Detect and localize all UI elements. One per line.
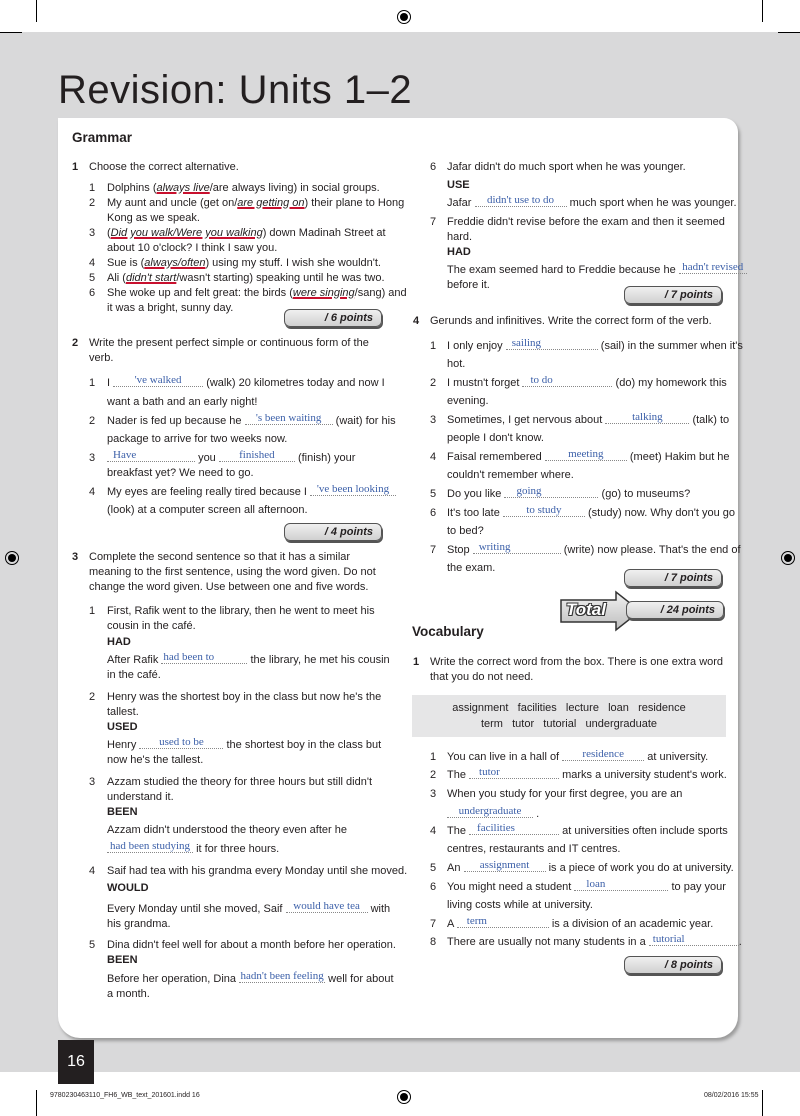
- item-text: Do you like going (go) to museums?: [447, 485, 691, 500]
- page-number: 16: [58, 1040, 94, 1084]
- answer-blank[interactable]: finished: [219, 449, 295, 462]
- item-text-cont: hot.: [447, 358, 466, 370]
- item-text: A term is a division of an academic year.: [447, 915, 714, 930]
- item-text-cont: it was a bright, sunny day.: [107, 302, 234, 314]
- item-text-cont: tallest.: [107, 706, 139, 718]
- answer-blank[interactable]: term: [457, 915, 549, 928]
- item-number: 4: [430, 825, 437, 837]
- item-number: 3: [89, 776, 96, 788]
- item-text: Dina didn't feel well for about a month before her operation.: [107, 939, 396, 951]
- item-number: 6: [430, 507, 437, 519]
- item-text-cont: a month.: [107, 988, 150, 1000]
- answer-blank[interactable]: sailing: [506, 337, 598, 350]
- answer-blank[interactable]: 've walked: [113, 374, 203, 387]
- item-text: Azzam didn't understood the theory even after he: [107, 824, 347, 836]
- item-text: First, Rafik went to the library, then he went to meet his: [107, 605, 375, 617]
- answer-blank[interactable]: 've been looking: [310, 483, 396, 496]
- answer-blank[interactable]: had been studying: [107, 840, 193, 853]
- exercise-instruction: that you do not need.: [430, 671, 534, 683]
- key-word: USED: [107, 721, 138, 733]
- word-box: [412, 695, 726, 737]
- answer-blank[interactable]: tutorial: [649, 933, 739, 946]
- item-text-cont: package to arrive for two weeks now.: [107, 433, 288, 445]
- item-number: 3: [430, 788, 437, 800]
- item-answer-line: Henry used to be the shortest boy in the class but: [107, 736, 382, 751]
- item-number: 5: [89, 272, 96, 284]
- item-text: The facilities at universities often include sports: [447, 822, 728, 837]
- item-number: 2: [89, 415, 96, 427]
- item-text-cont: about 10 o'clock? I think I saw you.: [107, 242, 278, 254]
- item-text-cont: to bed?: [447, 525, 484, 537]
- exercise-instruction: meaning to the first sentence, using the word given. Do not: [89, 566, 376, 578]
- answer-blank[interactable]: had been to: [161, 651, 247, 664]
- exercise-number: 4: [413, 315, 420, 327]
- selected-alternative: didn't start: [125, 272, 177, 284]
- selected-alternative: were singing: [292, 287, 355, 299]
- exercise-instruction: change the word given. Use between one and five words.: [89, 581, 369, 593]
- item-text: You might need a student loan to pay your: [447, 878, 726, 893]
- answer-blank[interactable]: going: [504, 485, 598, 498]
- item-text: It's too late to study (study) now. Why don't you go: [447, 504, 735, 519]
- item-text: Sometimes, I get nervous about talking (talk) to: [447, 411, 730, 426]
- exercise-instruction: Complete the second sentence so that it has a similar: [89, 551, 351, 563]
- item-text: When you study for your first degree, you are an: [447, 788, 683, 800]
- answer-blank[interactable]: Have: [107, 449, 195, 462]
- item-text: My eyes are feeling really tired because I 've been looking: [107, 485, 396, 500]
- item-text: Faisal remembered meeting (meet) Hakim but he: [447, 448, 730, 463]
- registration-mark-bottom: [397, 1090, 411, 1104]
- item-text: The tutor marks a university student's work.: [447, 766, 727, 781]
- selected-alternative: are getting on: [237, 197, 305, 209]
- answer-blank[interactable]: tutor: [469, 766, 559, 779]
- key-word: BEEN: [107, 806, 138, 818]
- item-number: 7: [430, 216, 437, 228]
- footer-file: 9780230463110_FH6_WB_text_201601.indd 16: [50, 1092, 200, 1099]
- answer-blank[interactable]: talking: [605, 411, 689, 424]
- answer-blank[interactable]: residence: [562, 748, 644, 761]
- total-points-badge: / 24 points: [626, 601, 724, 619]
- grammar-heading: Grammar: [72, 130, 133, 145]
- item-number: 7: [430, 544, 437, 556]
- item-number: 7: [430, 918, 437, 930]
- item-number: 4: [430, 451, 437, 463]
- exercise-instruction: Write the correct word from the box. There is one extra word: [430, 656, 724, 668]
- answer-blank[interactable]: undergraduate: [447, 805, 533, 818]
- item-text: You can live in a hall of residence at university.: [447, 748, 709, 763]
- item-number: 4: [89, 865, 96, 877]
- item-text-cont: Kong as we speak.: [107, 212, 200, 224]
- item-text-cont: couldn't remember where.: [447, 469, 574, 481]
- item-text: Saif had tea with his grandma every Monday until she moved.: [107, 865, 408, 877]
- item-answer-line: Before her operation, Dina hadn't been feeling well for about: [107, 970, 394, 985]
- answer-blank[interactable]: didn't use to do: [475, 194, 567, 207]
- registration-mark-top: [397, 10, 411, 24]
- answer-blank[interactable]: meeting: [545, 448, 627, 461]
- item-text-cont: his grandma.: [107, 918, 171, 930]
- item-number: 5: [430, 488, 437, 500]
- item-text-cont: breakfast yet? We need to go.: [107, 467, 254, 479]
- item-answer-line: Jafar didn't use to do much sport when he was younger.: [447, 194, 737, 209]
- answer-blank[interactable]: hadn't revised: [679, 261, 747, 274]
- item-text: She woke up and felt great: the birds (were singing/sang) and: [107, 287, 407, 299]
- answer-blank[interactable]: to study: [503, 504, 585, 517]
- key-word: HAD: [107, 636, 131, 648]
- vocabulary-heading: Vocabulary: [412, 624, 484, 639]
- item-answer-line: had been studying it for three hours.: [107, 842, 279, 857]
- item-text: An assignment is a piece of work you do at university.: [447, 859, 734, 874]
- key-word: BEEN: [107, 954, 138, 966]
- total-label: Total: [566, 600, 606, 619]
- answer-blank[interactable]: to do: [522, 374, 612, 387]
- item-answer-line: Every Monday until she moved, Saif would have tea with: [107, 900, 391, 915]
- points-badge: / 8 points: [624, 956, 722, 974]
- item-number: 6: [430, 161, 437, 173]
- item-text-cont: evening.: [447, 395, 489, 407]
- answer-blank[interactable]: hadn't been feeling: [240, 970, 324, 982]
- answer-blank[interactable]: 's been waiting: [245, 412, 333, 425]
- item-number: 5: [89, 939, 96, 951]
- item-number: 1: [89, 182, 96, 194]
- item-text: Ali (didn't start/wasn't starting) speaking until he was two.: [107, 272, 385, 284]
- item-text-cont: (look) at a computer screen all afternoon.: [107, 504, 308, 516]
- item-text: Sue is (always/often) using my stuff. I wish she wouldn't.: [107, 257, 381, 269]
- key-word: HAD: [447, 246, 471, 258]
- item-number: 1: [430, 751, 437, 763]
- item-number: 1: [89, 605, 96, 617]
- item-number: 6: [430, 881, 437, 893]
- item-number: 6: [89, 287, 96, 299]
- item-number: 4: [89, 486, 96, 498]
- item-text-cont: hard.: [447, 231, 473, 243]
- item-text: (Did you walk/Were you walking) down Madinah Street at: [107, 227, 386, 239]
- item-text-cont: cousin in the café.: [107, 620, 196, 632]
- item-number: 2: [430, 377, 437, 389]
- registration-mark-right: [781, 551, 795, 565]
- item-text-cont: want a bath and an early night!: [107, 396, 258, 408]
- crop-line: [36, 0, 37, 22]
- item-text-cont: living costs while at university.: [447, 899, 593, 911]
- crop-line: [778, 32, 800, 33]
- footer-date: 08/02/2016 15:55: [704, 1092, 759, 1099]
- points-badge: / 7 points: [624, 569, 722, 587]
- registration-mark-left: [5, 551, 19, 565]
- item-text: Nader is fed up because he 's been waiting (wait) for his: [107, 412, 396, 427]
- points-badge: / 4 points: [284, 523, 382, 541]
- answer-blank[interactable]: loan: [574, 878, 668, 891]
- item-number: 5: [430, 862, 437, 874]
- selected-alternative: always live: [156, 182, 210, 194]
- item-number: 3: [89, 452, 96, 464]
- item-text: Azzam studied the theory for three hours but still didn't: [107, 776, 373, 788]
- item-text-cont: the exam.: [447, 562, 496, 574]
- key-word: USE: [447, 179, 470, 191]
- answer-blank[interactable]: writing: [473, 541, 561, 554]
- item-text-cont: now he's the tallest.: [107, 754, 204, 766]
- word-box-line: term tutor tutorial undergraduate: [480, 718, 658, 730]
- item-answer-line: After Rafik had been to the library, he met his cousin: [107, 651, 390, 666]
- item-text: There are usually not many students in a tutorial .: [447, 933, 742, 948]
- item-number: 1: [89, 377, 96, 389]
- exercise-number: 1: [413, 656, 420, 668]
- selected-alternative: Did you walk/Were you walking: [110, 227, 263, 239]
- item-number: 3: [89, 227, 96, 239]
- item-text: Stop writing (write) now please. That's the end of: [447, 541, 741, 556]
- item-answer-line: undergraduate .: [447, 807, 539, 822]
- points-badge: / 6 points: [284, 309, 382, 327]
- answer-blank[interactable]: would have tea: [286, 900, 368, 913]
- selected-alternative: always/often: [144, 257, 206, 269]
- key-word: WOULD: [107, 882, 149, 894]
- item-number: 3: [430, 414, 437, 426]
- answer-blank[interactable]: used to be: [139, 736, 223, 749]
- item-text: I 've walked (walk) 20 kilometres today and now I: [107, 374, 385, 389]
- crop-line: [0, 32, 22, 33]
- exercise-instruction: Write the present perfect simple or continuous form of the verb.: [89, 337, 369, 364]
- crop-line: [762, 1090, 763, 1116]
- item-number: 2: [89, 197, 96, 209]
- exercise-instruction: Gerunds and infinitives. Write the correct form of the verb.: [430, 315, 712, 327]
- exercise-number: 3: [72, 551, 79, 563]
- points-badge: / 7 points: [624, 286, 722, 304]
- item-text: Freddie didn't revise before the exam and then it seemed: [447, 216, 725, 228]
- crop-line: [36, 1090, 37, 1116]
- exercise-number: 1: [72, 161, 79, 173]
- answer-blank[interactable]: assignment: [464, 859, 546, 872]
- item-text-cont: before it.: [447, 279, 490, 291]
- item-text: Jafar didn't do much sport when he was younger.: [447, 161, 686, 173]
- item-text: I mustn't forget to do (do) my homework this: [447, 374, 727, 389]
- exercise-number: 2: [72, 337, 79, 349]
- item-text: I only enjoy sailing (sail) in the summer when it's: [447, 337, 743, 352]
- item-number: 8: [430, 936, 437, 948]
- item-number: 4: [89, 257, 96, 269]
- item-text: My aunt and uncle (get on/are getting on) their plane to Hong: [107, 197, 405, 209]
- crop-line: [762, 0, 763, 22]
- exercise-instruction: Choose the correct alternative.: [89, 161, 239, 173]
- item-text: Henry was the shortest boy in the class but now he's the: [107, 691, 382, 703]
- item-answer-line: The exam seemed hard to Freddie because he hadn't revised: [447, 263, 747, 278]
- answer-blank[interactable]: facilities: [469, 822, 559, 835]
- item-text: Dolphins (always live/are always living) in social groups.: [107, 182, 380, 194]
- item-text-cont: in the café.: [107, 669, 161, 681]
- item-number: 1: [430, 340, 437, 352]
- word-box-line: assignment facilities lecture loan residence: [452, 702, 686, 714]
- item-number: 2: [89, 691, 96, 703]
- page-title: Revision: Units 1–2: [58, 68, 413, 112]
- item-text-cont: centres, restaurants and IT centres.: [447, 843, 621, 855]
- item-text-cont: understand it.: [107, 791, 174, 803]
- item-number: 2: [430, 769, 437, 781]
- item-text-cont: people I don't know.: [447, 432, 544, 444]
- item-text: Have you finished (finish) your: [107, 451, 355, 466]
